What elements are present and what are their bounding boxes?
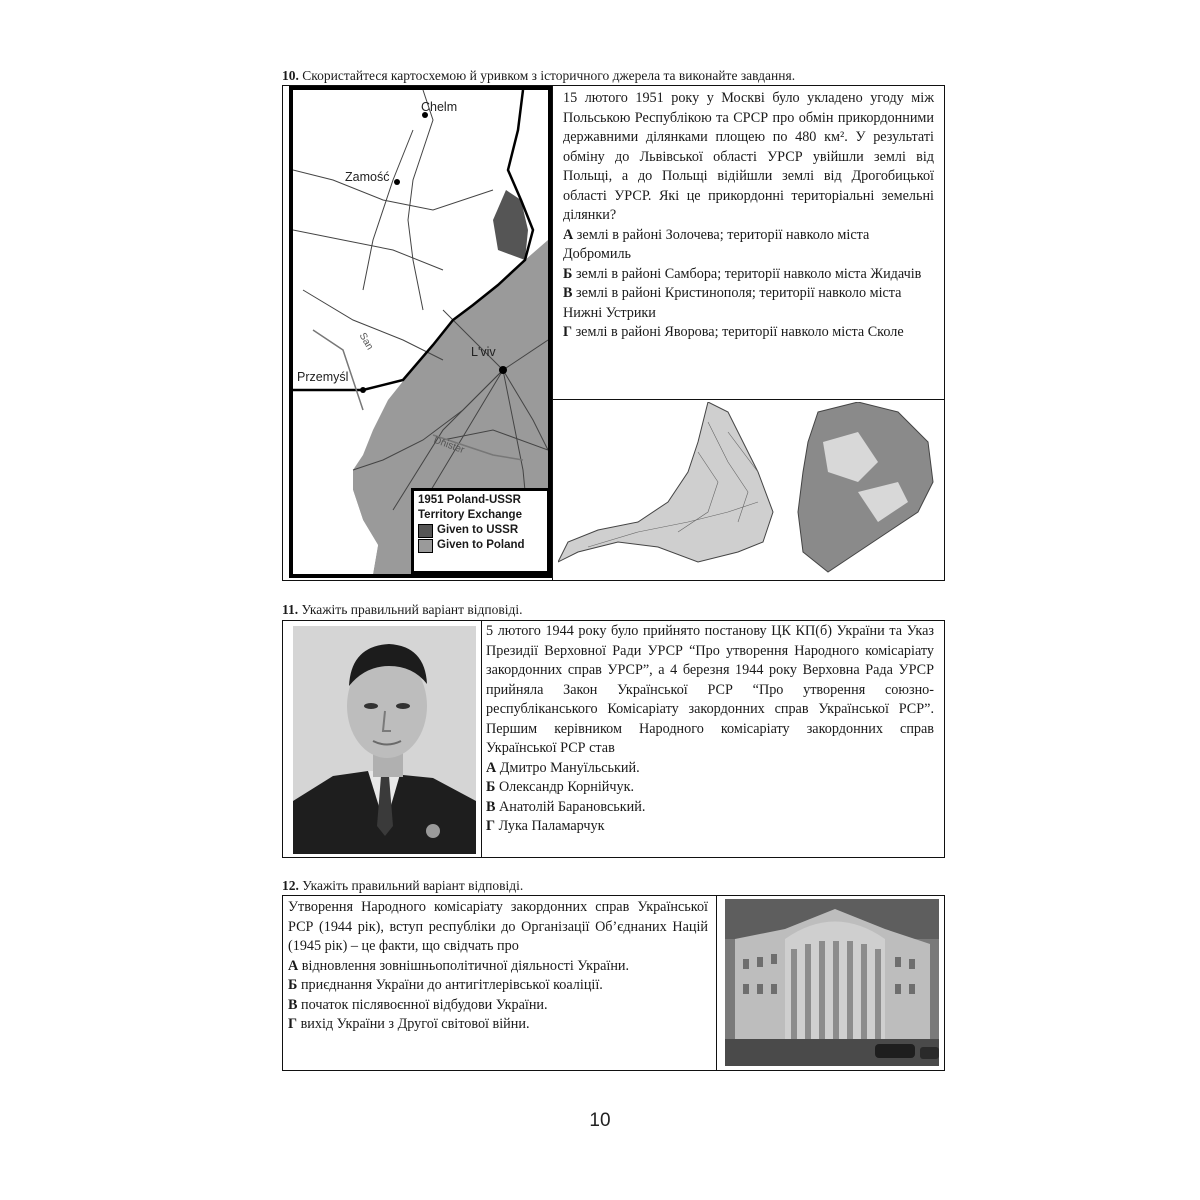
- task-12-question: [288, 898, 708, 1035]
- task-instruction: Скористайтеся картосхемою й уривком з історичного джерела та виконайте завдання.: [302, 68, 796, 83]
- answer-option: В початок післявоєнної відбудови України.: [288, 996, 548, 1013]
- task-number: 10.: [282, 68, 299, 83]
- task-10-question: [563, 89, 934, 343]
- map-river-label: San: [356, 331, 376, 352]
- question-text: 15 лютого 1951 року у Москві було укладено угоду між Польською Республікою та СРСР про обмін прикордонними державними ділянками площею по 480 км². У результаті обміну до Львівської області УРСР увійшли землі від Польщі, а до Польщі відійшли землі від Дрогобицької області УРСР. Які це прикордонні територіальні земельні ділянки?: [563, 90, 934, 223]
- task-instruction: Укажіть правильний варіант відповіді.: [302, 878, 524, 893]
- answer-option: Б землі в районі Самбора; території навколо міста Жидачів: [563, 265, 922, 282]
- portrait-drawing: [293, 626, 476, 854]
- legend-label: Given to USSR: [437, 524, 519, 536]
- answer-option: Б приєднання України до антигітлерівської коаліції.: [288, 977, 603, 993]
- divider: [552, 399, 944, 400]
- small-map-left: [558, 402, 773, 562]
- legend-title: 1951 Poland-USSR: [418, 494, 521, 506]
- legend-subtitle: Territory Exchange: [418, 509, 522, 521]
- small-maps: [558, 402, 938, 578]
- legend-item-ussr: [418, 523, 547, 538]
- small-map-right: [798, 402, 933, 572]
- question-text: Утворення Народного комісаріату закордонних справ Української РСР (1944 рік), вступ республіки до Організації Об’єднаних Націй (1945 рік) – це факти, що свідчать про: [288, 899, 708, 954]
- exchange-map: [289, 86, 552, 578]
- task-12-heading: [282, 878, 523, 894]
- question-text: 5 лютого 1944 року було прийнято постанову ЦК КП(б) України та Указ Президії Верховної Ради УРСР “Про утворення Народного комісаріату закордонних справ УРСР”, а 4 березня 1944 року Верховна Рада УРСР прийняла Закон Української РСР “Про утворення союзно-республіканського Комісаріату закордонних справ Української РСР”. Першим керівником Народного комісаріату закордонних справ Української РСР став: [486, 623, 934, 756]
- divider: [716, 895, 717, 1071]
- answer-option: Г вихід України з Другої світової війни.: [288, 1016, 530, 1032]
- building-photo: [725, 899, 939, 1066]
- task-11-heading: [282, 602, 523, 618]
- ussr-region: [493, 190, 528, 260]
- divider: [481, 620, 482, 858]
- map-legend: [411, 488, 550, 574]
- answer-option: А Дмитро Мануїльський.: [486, 759, 640, 776]
- divider: [552, 85, 553, 581]
- map-city-label: Przemyśl: [297, 370, 349, 384]
- task-instruction: Укажіть правильний варіант відповіді.: [301, 602, 523, 617]
- map-city-label: L'viv: [471, 345, 496, 359]
- portrait-photo: [293, 626, 476, 854]
- task-11-question: [486, 622, 934, 837]
- legend-item-poland: [418, 538, 547, 553]
- building-drawing: [725, 899, 939, 1066]
- map-city-label: Chelm: [421, 100, 458, 114]
- task-number: 11.: [282, 602, 299, 617]
- answer-option: Б Олександр Корнійчук.: [486, 779, 635, 795]
- legend-swatch: [418, 539, 433, 553]
- answer-option: Г землі в районі Яворова; території навколо міста Сколе: [563, 324, 904, 340]
- map-river-label: Dnister: [432, 434, 466, 457]
- map-city-label: Zamość: [345, 170, 390, 184]
- answer-option: А землі в районі Золочева; території навколо міста Добромиль: [563, 226, 870, 262]
- answer-option: Г Лука Паламарчук: [486, 818, 605, 834]
- task-10-heading: [282, 68, 795, 84]
- legend-label: Given to Poland: [437, 539, 525, 551]
- answer-option: В землі в районі Кристинополя; території навколо міста Нижні Устрики: [563, 285, 902, 321]
- page-number: 10: [589, 1110, 611, 1131]
- legend-swatch: [418, 524, 433, 538]
- answer-option: В Анатолій Барановський.: [486, 798, 646, 815]
- task-number: 12.: [282, 878, 299, 893]
- answer-option: А відновлення зовнішньополітичної діяльності України.: [288, 957, 630, 974]
